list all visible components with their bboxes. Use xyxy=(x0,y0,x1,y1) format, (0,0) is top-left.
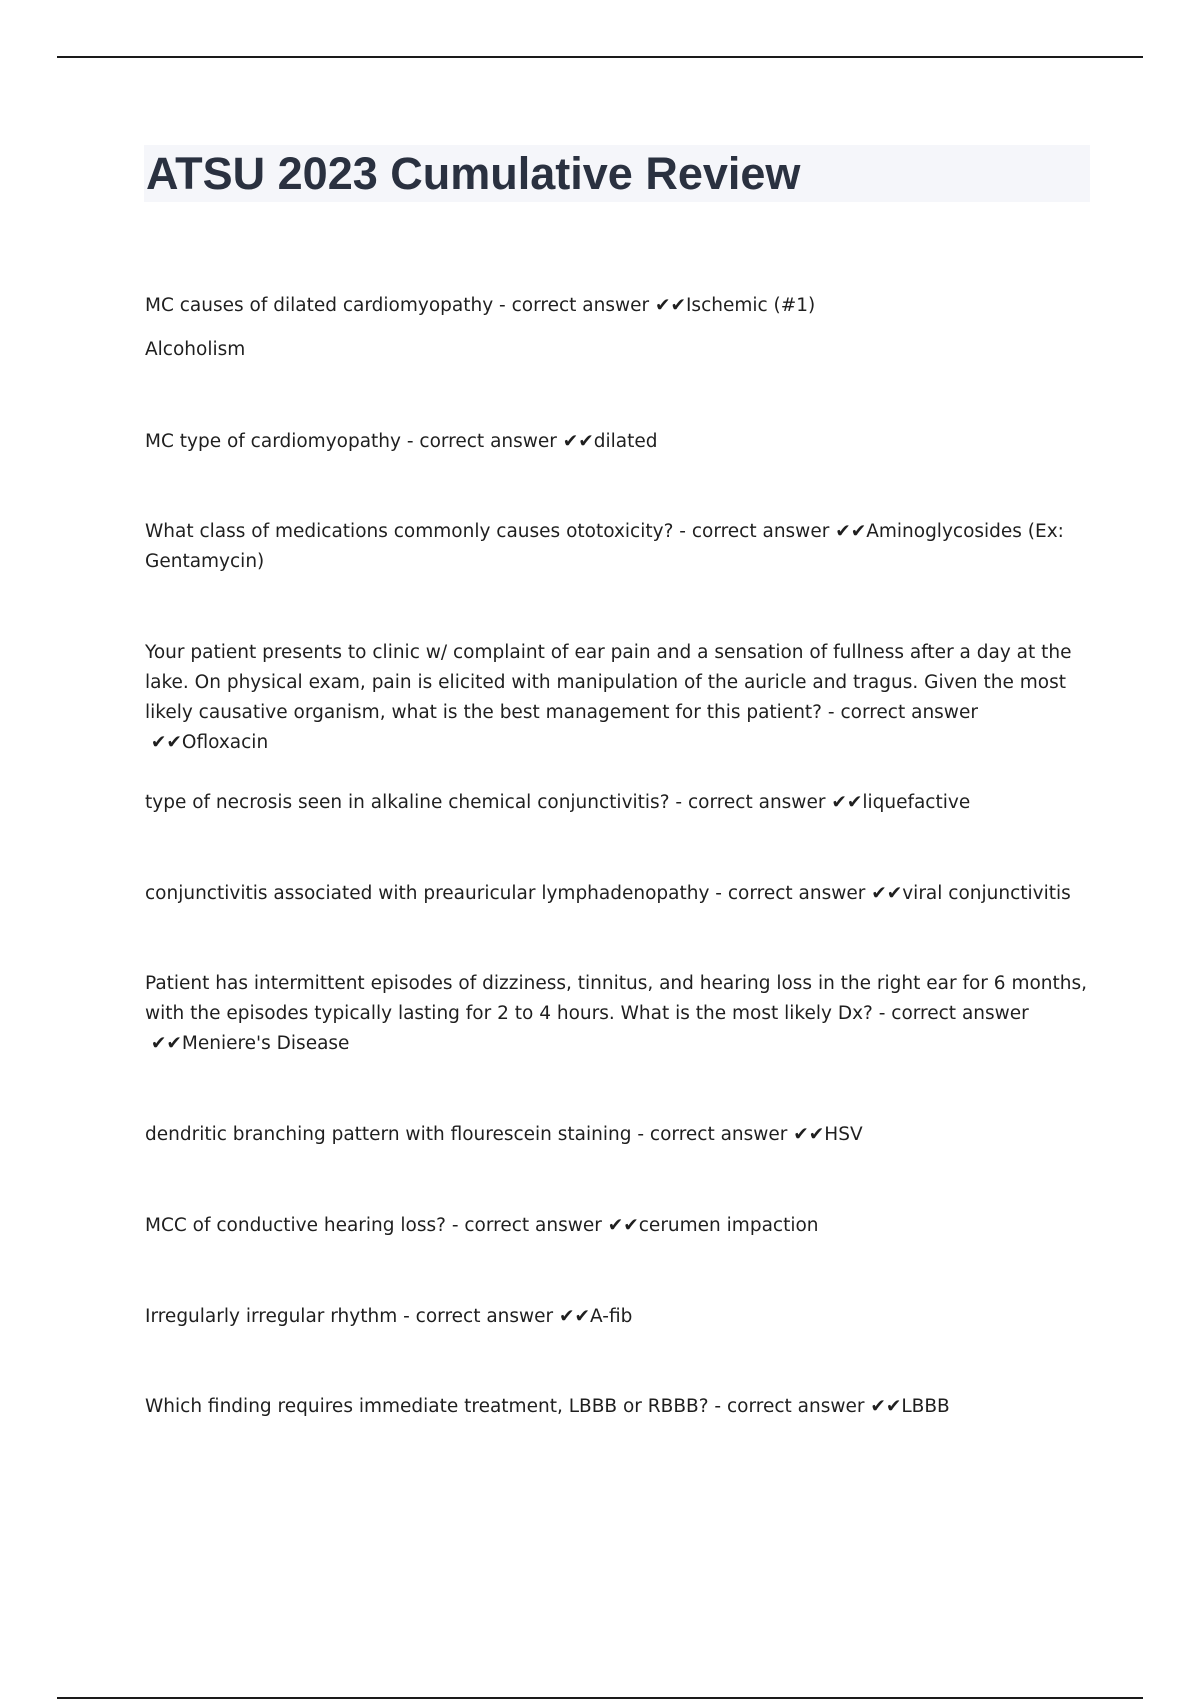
check-icon: ✔✔ xyxy=(601,1215,639,1236)
question-text: Patient has intermittent episodes of dizziness, tinnitus, and hearing loss in the right ear for 6 months, with the episodes typically lasting for 2 to 4 hours. What is the most likely Dx? xyxy=(145,973,1088,1024)
check-icon: ✔✔ xyxy=(649,295,686,316)
top-rule xyxy=(57,56,1143,58)
separator: - xyxy=(445,1215,465,1236)
answer-text: Meniere's Disease xyxy=(181,1033,350,1054)
answer-text: cerumen impaction xyxy=(638,1215,819,1236)
qa-item xyxy=(145,638,1095,758)
separator: - xyxy=(709,883,728,904)
answer-text: LBBB xyxy=(901,1396,950,1417)
qa-item xyxy=(145,1120,1095,1150)
answer-label: correct answer xyxy=(415,1306,554,1327)
answer-label: correct answer xyxy=(727,883,866,904)
answer-extra: Alcoholism xyxy=(145,339,246,360)
answer-text: Aminoglycosides (Ex: Gentamycin) xyxy=(145,521,1064,572)
answer-label: correct answer xyxy=(464,1215,602,1236)
answer-label: correct answer xyxy=(687,792,826,813)
answer-text: dilated xyxy=(593,431,658,452)
check-icon: ✔✔ xyxy=(825,792,863,813)
qa-item xyxy=(145,291,1095,321)
question-text: conjunctivitis associated with preauricular lymphadenopathy xyxy=(145,883,710,904)
check-icon: ✔✔ xyxy=(145,732,182,753)
question-text: MC causes of dilated cardiomyopathy xyxy=(145,295,494,316)
check-icon: ✔✔ xyxy=(864,1396,902,1417)
question-text: What class of medications commonly causes ototoxicity? xyxy=(145,521,674,542)
answer-text: Ischemic (#1) xyxy=(685,295,816,316)
separator: - xyxy=(631,1124,650,1145)
qa-item xyxy=(145,1392,1095,1422)
separator: - xyxy=(669,792,688,813)
question-text: Which finding requires immediate treatment, LBBB or RBBB? xyxy=(145,1396,709,1417)
separator: - xyxy=(872,1003,892,1024)
answer-label: correct answer xyxy=(649,1124,788,1145)
check-icon: ✔✔ xyxy=(145,1033,182,1054)
page-title: ATSU 2023 Cumulative Review xyxy=(146,148,801,199)
answer-text: Ofloxacin xyxy=(181,732,269,753)
question-text: Irregularly irregular rhythm xyxy=(145,1306,398,1327)
separator: - xyxy=(397,1306,416,1327)
qa-item xyxy=(145,427,1095,457)
question-text: type of necrosis seen in alkaline chemical conjunctivitis? xyxy=(145,792,670,813)
check-icon: ✔✔ xyxy=(556,431,594,452)
separator: - xyxy=(708,1396,727,1417)
check-icon: ✔✔ xyxy=(553,1306,591,1327)
answer-label: correct answer xyxy=(691,521,830,542)
qa-item xyxy=(145,517,1095,577)
answer-text: HSV xyxy=(824,1124,863,1145)
question-text: MC type of cardiomyopathy xyxy=(145,431,401,452)
check-icon: ✔✔ xyxy=(829,521,867,542)
question-text: dendritic branching pattern with flourescein staining xyxy=(145,1124,632,1145)
separator: - xyxy=(673,521,692,542)
answer-label: correct answer xyxy=(891,1003,1029,1024)
question-text: Your patient presents to clinic w/ complaint of ear pain and a sensation of fullness after a day at the lake. On physical exam, pain is elicited with manipulation of the auricle and tragus. Given the most likely causative organism, what is the best management for this patient? xyxy=(145,642,1072,723)
separator: - xyxy=(400,431,420,452)
bottom-rule xyxy=(57,1697,1143,1699)
check-icon: ✔✔ xyxy=(865,883,903,904)
separator: - xyxy=(493,295,512,316)
answer-label: correct answer xyxy=(840,702,978,723)
answer-label: correct answer xyxy=(419,431,557,452)
check-icon: ✔✔ xyxy=(787,1124,825,1145)
answer-label: correct answer xyxy=(726,1396,865,1417)
qa-item xyxy=(145,969,1095,1059)
qa-item xyxy=(145,1211,1095,1241)
question-text: MCC of conductive hearing loss? xyxy=(145,1215,446,1236)
qa-item xyxy=(145,879,1095,909)
answer-text: viral conjunctivitis xyxy=(902,883,1071,904)
qa-item xyxy=(145,788,1095,818)
answer-text: A-fib xyxy=(590,1306,633,1327)
qa-item xyxy=(145,1302,1095,1332)
separator: - xyxy=(822,702,841,723)
answer-label: correct answer xyxy=(511,295,650,316)
answer-text: liquefactive xyxy=(862,792,971,813)
